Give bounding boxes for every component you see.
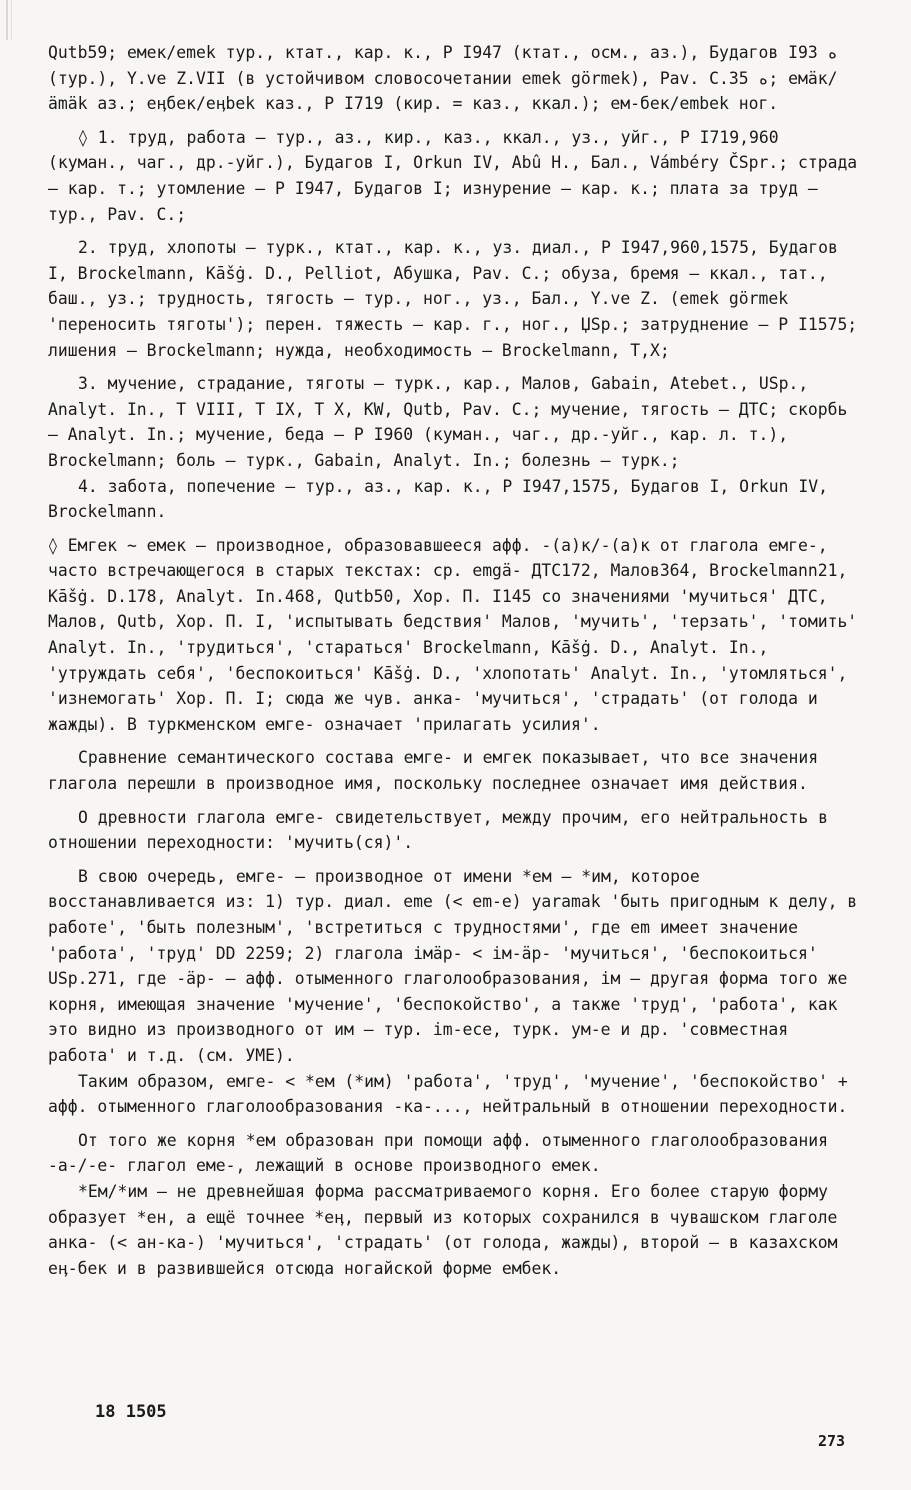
entry-header: Qutb59; емек/emek тур., ктат., кар. к., Р I947 (ктат., осм., аз.), Будагов I93 ه (тур.), Y.ve Z.VII (в устойчивом словосочетании emek görmek), Pav. C.35 ه; емӓк/ämäk аз.; еӊбек/eӊbek каз., Р I719 (кир. = каз., ккал.); ем-бек/embek ног. — [48, 43, 838, 114]
etymology-paragraph-2: Сравнение семантического состава емге- и емгек показывает, что все значения глагола перешли в производное имя, поскольку последнее означает имя действия. — [48, 748, 819, 794]
sense-3: 3. мучение, страдание, тяготы – турк., кар., Малов, Gabain, Atebet., USp., Analyt. In., T VIII, T IX, T X, KW, Qutb, Pav. C.; мучение, тягость – ДТС; скорбь – Analyt. In.; мучение, беда – Р I960 (куман., чаг., др.-уйг., кар. л. т.), Brockelmann; боль – турк., Gabain, Analyt. In.; болезнь – турк.; — [48, 374, 848, 470]
page-number: 273 — [818, 1432, 846, 1450]
print-code: 18 1505 — [95, 1402, 167, 1422]
etymology-paragraph-5: Таким образом, емге- < *ем (*им) 'работа', 'труд', 'мучение', 'беспокойство' + афф. отыменного глаголообразования -ка-..., нейтральный в отношении переходности. — [48, 1071, 848, 1117]
etymology-paragraph-7: *Ем/*им – не древнейшая форма рассматриваемого корня. Его более старую форму образует *ен, а ещё точнее *еӊ, первый из которых сохранился в чувашском глаголе анка- (< ан-ка-) 'мучиться', 'страдать' (от голода, жажды), второй – в казахском еӊ-бек и в развившейся отсюда ногайской форме ембек. — [48, 1181, 838, 1278]
etymology-paragraph-1: ◊ Емгек ~ емек – производное, образовавшееся афф. -(а)к/-(а)к от глагола емге-, часто встречающегося в старых текстах: ср. emgä- ДТС172, Малов364, Brockelmann21, Kāšġ. D.178, Analyt. In.468, Qutb50, Хор. П. I145 со значениями 'мучиться' ДТС, Малов, Qutb, Хор. П. I, 'испытывать бедствия' Малов, 'мучить', 'терзать', 'томить' Analyt. In., 'трудиться', 'стараться' Brockelmann, Kāšġ. D., Analyt. In., 'утруждать себя', 'беспокоиться' Kāšġ. D., 'хлопотать' Analyt. In., 'утомляться', 'изнемогать' Хор. П. I; сюда же чув. анка- 'мучиться', 'страдать' (от голода и жажды). В туркменском емге- означает 'прилагать усилия'. — [48, 535, 858, 734]
sense-4: 4. забота, попечение – тур., аз., кар. к., Р I947,1575, Будагов I, Orkun IV, Brockelmann. — [48, 476, 828, 522]
etymology-paragraph-3: О древности глагола емге- свидетельствует, между прочим, его нейтральность в отношении переходности: 'мучить(ся)'. — [48, 807, 828, 853]
sense-1: ◊ 1. труд, работа – тур., аз., кир., каз., ккал., уз., уйг., Р I719,960 (куман., чаг., др.-уйг.), Будагов I, Orkun IV, Abû H., Бал., Vámbéry ČSpr.; страда – кар. т.; утомление – Р I947, Будагов I; изнурение – кар. к.; плата за труд – тур., Pav. C.; — [48, 127, 858, 224]
scan-edge-mark — [6, 0, 24, 40]
dictionary-page — [48, 40, 863, 1281]
etymology-paragraph-6: От того же корня *ем образован при помощи афф. отыменного глаголообразования -а-/-е- глагол еме-, лежащий в основе производного емек. — [48, 1130, 828, 1176]
sense-2: 2. труд, хлопоты – турк., ктат., кар. к., уз. диал., Р I947,960,1575, Будагов I, Brockelmann, Kāšġ. D., Pelliot, Абушка, Pav. C.; обуза, бремя – ккал., тат., баш., уз.; трудность, тягость – тур., ног., уз., Бал., Y.ve Z. (emek görmek 'переносить тяготы'); перен. тяжесть – кар. г., ног., ЏSp.; затруднение – Р I1575; лишения – Brockelmann; нужда, необходимость – Brockelmann, T,X; — [48, 238, 858, 360]
etymology-paragraph-4: В свою очередь, емге- – производное от имени *ем – *им, которое восстанавливается из: 1) тур. диал. eme (< em-e) yaramak 'быть пригодным к делу, в работе', 'быть полезным', 'встретиться с трудностями', где em имеет значение 'работа', 'труд' DD 2259; 2) глагола імӓр- < ім-ӓр- 'мучиться', 'беспокоиться' USp.271, где -ӓр- – афф. отыменного глаголообразования, ім – другая форма того же корня, имеющая значение 'мучение', 'беспокойство', а также 'труд', 'работа', как это видно из производного от им – тур. im-ece, турк. ум-е и др. 'совместная работа' и т.д. (см. УМЕ). — [48, 866, 858, 1065]
